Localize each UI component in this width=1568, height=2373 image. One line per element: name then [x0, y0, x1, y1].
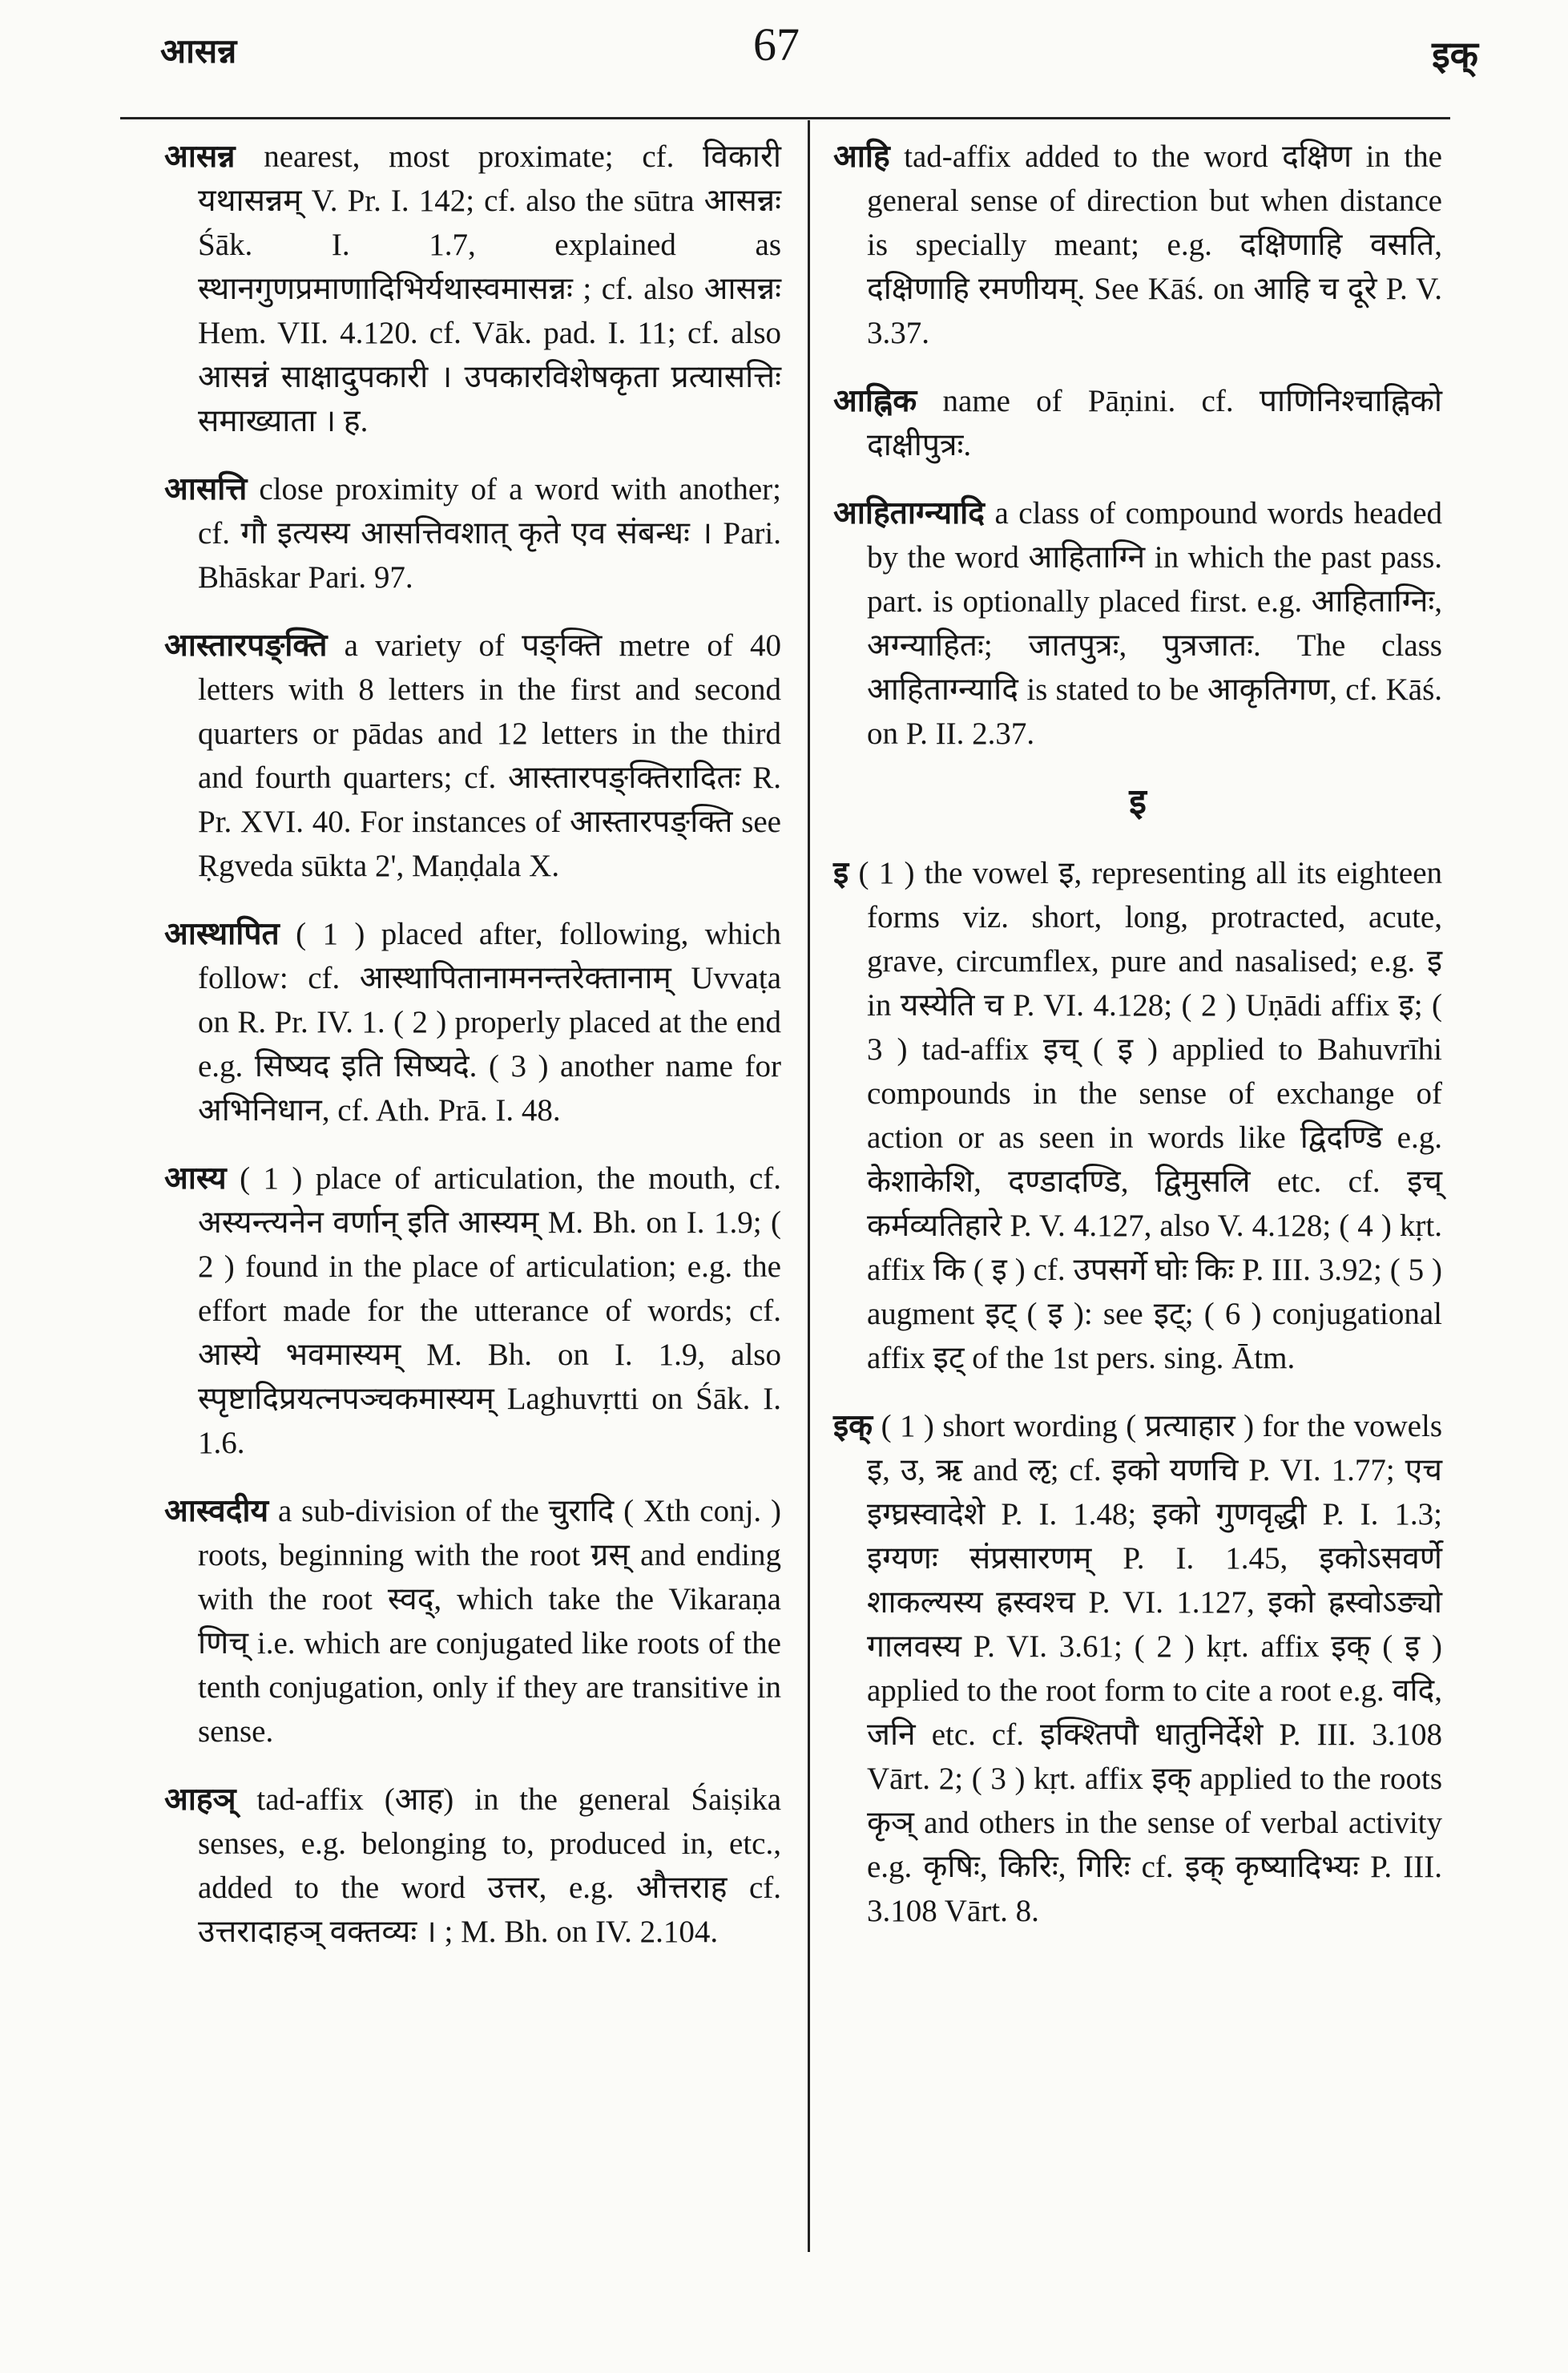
entry-headword: आहञ्: [164, 1782, 236, 1817]
entry-headword: आस्तारपङ्क्ति: [164, 628, 328, 663]
entry-text: tad-affix (आह) in the general Śaiṣika senses, e.g. belonging to, produced in, etc., added to the word उत्तर, e.g. औत्तराह cf. उत्तरादाहञ् वक्तव्यः । ; M. Bh. on IV. 2.104.: [198, 1782, 782, 1949]
dictionary-entry: [833, 379, 1442, 467]
dictionary-entry: [164, 1489, 781, 1754]
entry-headword: इ: [833, 856, 849, 890]
dictionary-entry: [833, 491, 1442, 756]
dictionary-entry: [164, 912, 781, 1132]
page-header: [0, 18, 1568, 74]
entry-text: tad-affix added to the word दक्षिण in the general sense of direction but when distance is specially meant; e.g. दक्षिणाहि वसति, दक्षिणाहि रमणीयम्. See Kāś. on आहि च दूरे P. V. 3.37.: [867, 139, 1442, 350]
dictionary-entry: [833, 1404, 1442, 1933]
entry-headword: आहिताग्न्यादि: [833, 496, 985, 531]
entry-text: ( 1 ) place of articulation, the mouth, cf. अस्यन्त्यनेन वर्णान् इति आस्यम् M. Bh. on I. 1.9; ( 2 ) found in the place of articulation; e.g. the effort made for the utterance of words; cf. आस्ये भवमास्यम् M. Bh. on I. 1.9, also स्पृष्टादिप्रयत्नपञ्चकमास्यम् Laghuvṛtti on Śāk. I. 1.6.: [198, 1161, 781, 1460]
entry-text: nearest, most proximate; cf. विकारी यथासन्नम् V. Pr. I. 142; cf. also the sūtra आसन्नः Śāk. I. 1.7, explained as स्थानगुणप्रमाणादिभिर्यथास्वमासन्नः ; cf. also आसन्नः Hem. VII. 4.120. cf. Vāk. pad. I. 11; cf. also आसन्नं साक्षादुपकारी । उपकारविशेषकृता प्रत्यासत्तिः समाख्याता । ह.: [198, 139, 782, 438]
entry-text: a variety of पङ्क्ति metre of 40 letters with 8 letters in the first and second quarters or pādas and 12 letters in the third and fourth quarters; cf. आस्तारपङ्क्तिरादितः R. Pr. XVI. 40. For instances of आस्तारपङ्क्ति see Ṛgveda sūkta 2', Maṇḍala X.: [198, 628, 781, 883]
entry-text: close proximity of a word with another; cf. गौ इत्यस्य आसत्तिवशात् कृते एव संबन्धः । Pari. Bhāskar Pari. 97.: [198, 472, 782, 595]
entry-text: ( 1 ) short wording ( प्रत्याहार ) for the vowels इ, उ, ऋ and ऌ; cf. इको यणचि P. VI. 1.77; एच इग्घ्रस्वादेशे P. I. 1.48; इको गुणवृद्धी P. I. 1.3; इग्यणः संप्रसारणम् P. I. 1.45, इकोऽसवर्णे शाकल्यस्य ह्रस्वश्च P. VI. 1.127, इको ह्रस्वोऽङ्यो गालवस्य P. VI. 3.61; ( 2 ) kṛt. affix इक् ( इ ) applied to the root form to cite a root e.g. वदि, जनि etc. cf. इक्श्तिपौ धातुनिर्देशे P. III. 3.108 Vārt. 2; ( 3 ) kṛt. affix इक् applied to the roots कृञ् and others in the sense of verbal activity e.g. कृषिः, किरिः, गिरिः cf. इक् कृष्यादिभ्यः P. III. 3.108 Vārt. 8.: [867, 1409, 1443, 1928]
header-left-headword: आसन्न: [160, 31, 237, 71]
entry-text: a class of compound words headed by the word आहिताग्नि in which the past pass. part. is optionally placed first. e.g. आहिताग्निः, अग्न्याहितः; जातपुत्रः, पुत्रजातः. The class आहिताग्न्यादि is stated to be आकृतिगण, cf. Kāś. on P. II. 2.37.: [867, 496, 1442, 751]
entry-headword: आस्वदीय: [164, 1494, 269, 1528]
left-column: [164, 135, 781, 1978]
entry-headword: आस्य: [164, 1161, 227, 1196]
entry-headword: आहि: [833, 139, 890, 174]
dictionary-entry: [164, 135, 781, 443]
page-number: 67: [753, 18, 800, 71]
dictionary-entry: [164, 467, 781, 599]
entry-text: ( 1 ) the vowel इ, representing all its eighteen forms viz. short, long, protracted, acute, grave, circumflex, pure and nasalised; e.g. इ in यस्येति च P. VI. 4.128; ( 2 ) Uṇādi affix इ; ( 3 ) tad-affix इच् ( इ ) applied to Bahuvrīhi compounds in the sense of exchange of action or as seen in words like द्विदण्डि e.g. केशाकेशि, दण्डादण्डि, द्विमुसलि etc. cf. इच् कर्मव्यतिहारे P. V. 4.127, also V. 4.128; ( 4 ) kṛt. affix कि ( इ ) cf. उपसर्गे घोः किः P. III. 3.92; ( 5 ) augment इट् ( इ ): see इट्; ( 6 ) conjugational affix इट् of the 1st pers. sing. Ātm.: [858, 856, 1443, 1375]
right-column: [833, 135, 1442, 1957]
entry-headword: आस्थापित: [164, 917, 280, 951]
section-heading: इ: [1129, 782, 1147, 821]
entry-headword: इक्: [833, 1409, 873, 1443]
dictionary-entry: [164, 624, 781, 888]
dictionary-entry: [833, 135, 1442, 355]
entry-text: ( 1 ) placed after, following, which follow: cf. आस्थापितानामनन्तरेक्तानाम् Uvvaṭa on R. Pr. IV. 1. ( 2 ) properly placed at the end e.g. सिष्यद इति सिष्यदे. ( 3 ) another name for अभिनिधान, cf. Ath. Prā. I. 48.: [198, 917, 782, 1128]
dictionary-entry: [164, 1156, 781, 1465]
entry-text: name of Pāṇini. cf. पाणिनिश्चाह्निको दाक्षीपुत्रः.: [867, 384, 1443, 462]
column-divider: [808, 120, 810, 2252]
entry-headword: आह्निक: [833, 384, 917, 418]
dictionary-entry: [164, 1778, 781, 1954]
header-rule: [120, 117, 1450, 119]
dictionary-entry: [833, 851, 1442, 1380]
entry-headword: आसन्न: [164, 139, 236, 174]
header-right-headword: इक्: [1432, 33, 1478, 76]
entry-headword: आसत्ति: [164, 472, 248, 506]
entry-text: a sub-division of the चुरादि ( Xth conj. ) roots, beginning with the root ग्रस् and ending with the root स्वद्, which take the Vikaraṇa णिच् i.e. which are conjugated like roots of the tenth conjugation, only if they are transitive in sense.: [198, 1494, 781, 1749]
